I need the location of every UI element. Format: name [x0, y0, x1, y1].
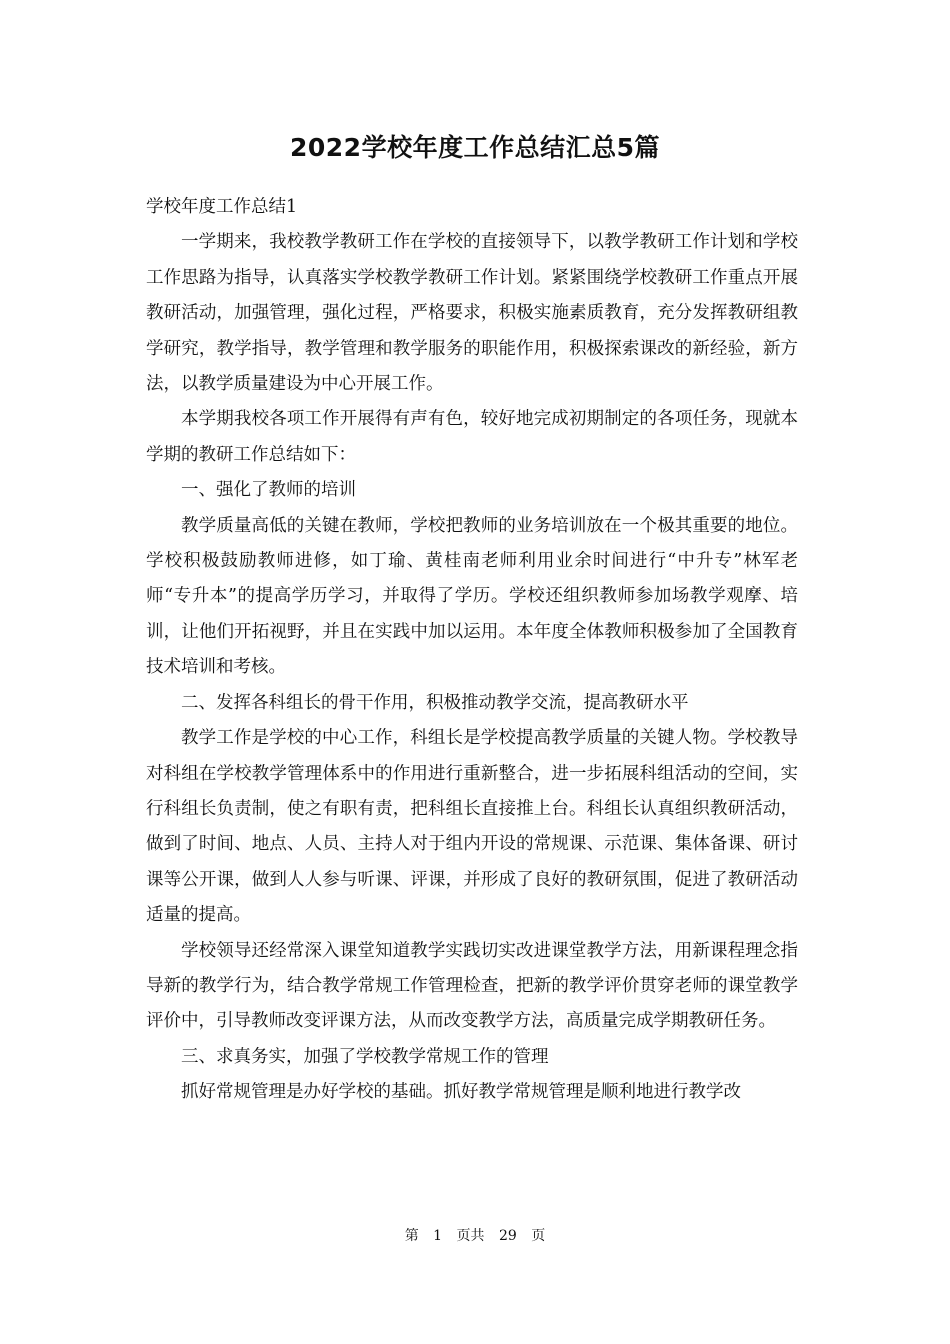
- document-title: 2022学校年度工作总结汇总5篇: [290, 133, 660, 162]
- subheading: 三、求真务实，加强了学校教学常规工作的管理: [181, 1046, 549, 1067]
- paragraph: 一学期来，我校教学教研工作在学校的直接领导下，以教学教研工作计划和学校工作思路为指导，认真落实学校教学教研工作计划。紧紧围绕学校教研工作重点开展教研活动，加强管理，强化过程，严格要求，积极实施素质教育，充分发挥教研组教学研究，教学指导，教学管理和教学服务的职能作用，积极探索课改的新经验，新方法，以教学质量建设为中心开展工作。: [146, 232, 798, 395]
- subheading: 一、强化了教师的培训: [181, 480, 356, 501]
- section-heading: 学校年度工作总结1: [146, 197, 298, 217]
- page-footer: [0, 1226, 950, 1246]
- current-page-number: 1: [433, 1228, 443, 1244]
- paragraph: 抓好常规管理是办好学校的基础。抓好教学常规管理是顺利地进行教学改: [181, 1082, 741, 1103]
- page-label-prefix: 第: [404, 1228, 419, 1244]
- paragraph: 教学工作是学校的中心工作，科组长是学校提高教学质量的关键人物。学校教导对科组在学校教学管理体系中的作用进行重新整合，进一步拓展科组活动的空间，实行科组长负责制，使之有职有责，把科组长直接推上台。科组长认真组织教研活动，做到了时间、地点、人员、主持人对于组内开设的常规课、示范课、集体备课、研讨课等公开课，做到人人参与听课、评课，并形成了良好的教研氛围，促进了教研活动适量的提高。: [146, 728, 798, 926]
- page-label-suffix: 页: [531, 1228, 546, 1244]
- document-body: [146, 190, 798, 1111]
- page-label-mid: 页共: [456, 1228, 485, 1244]
- total-pages-number: 29: [499, 1228, 517, 1244]
- subheading: 二、发挥各科组长的骨干作用，积极推动教学交流，提高教研水平: [181, 692, 689, 713]
- paragraph: 学校领导还经常深入课堂知道教学实践切实改进课堂教学方法，用新课程理念指导新的教学行为，结合教学常规工作管理检查，把新的教学评价贯穿老师的课堂教学评价中，引导教师改变评课方法，从而改变教学方法，高质量完成学期教研任务。: [146, 940, 798, 1032]
- paragraph: 本学期我校各项工作开展得有声有色，较好地完成初期制定的各项任务，现就本学期的教研工作总结如下：: [146, 409, 798, 465]
- paragraph: 教学质量高低的关键在教师，学校把教师的业务培训放在一个极其重要的地位。学校积极鼓励教师进修，如丁瑜、黄桂南老师利用业余时间进行“中升专”林军老师“专升本”的提高学历学习，并取得了学历。学校还组织教师参加场教学观摩、培训，让他们开拓视野，并且在实践中加以运用。本年度全体教师积极参加了全国教育技术培训和考核。: [146, 515, 798, 678]
